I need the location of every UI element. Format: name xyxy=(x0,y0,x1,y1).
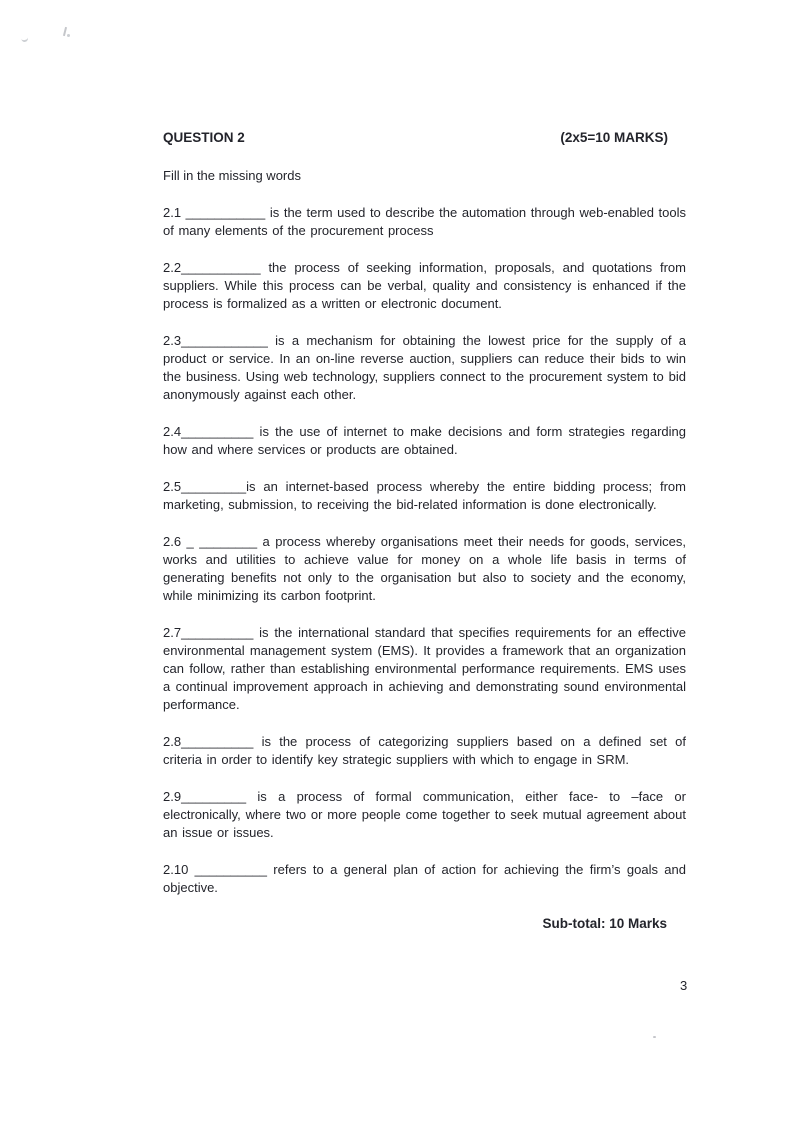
scan-artifact xyxy=(20,33,28,42)
question-2-6: 2.6 _ ________ a process whereby organisations meet their needs for goods, services, works and utilities to achieve value for money on a whole life basis in terms of generating benefits not only to the organisation but also to society and the economy, while minimizing its carbon footprint. xyxy=(163,534,686,603)
question-2-4: 2.4__________ is the use of internet to make decisions and form strategies regarding how and where services or products are obtained. xyxy=(163,424,686,457)
scan-artifact xyxy=(67,34,70,37)
question-2-9: 2.9_________ is a process of formal communication, either face- to –face or electronically, where two or more people come together to seek mutual agreement about an issue or issues. xyxy=(163,789,686,840)
question-title: QUESTION 2 xyxy=(163,130,245,145)
question-marks: (2x5=10 MARKS) xyxy=(560,130,668,145)
question-2-2: 2.2___________ the process of seeking information, proposals, and quotations from suppliers. While this process can be verbal, quality and consistency is enhanced if the process is formalized as a written or electronic document. xyxy=(163,260,686,311)
page-number: 3 xyxy=(680,978,688,993)
question-2-5: 2.5_________is an internet-based process whereby the entire bidding process; from marketing, submission, to receiving the bid-related information is done electronically. xyxy=(163,479,686,512)
question-2-7: 2.7__________ is the international standard that specifies requirements for an effective environmental management system (EMS). It provides a framework that an organization can follow, rather than establishing environmental performance requirements. EMS uses a continual improvement approach in achieving and demonstrating sound environmental performance. xyxy=(163,625,686,712)
subtotal-label: Sub-total: 10 Marks xyxy=(542,916,667,931)
question-2-8: 2.8__________ is the process of categorizing suppliers based on a defined set of criteria in order to identify key strategic suppliers with which to engage in SRM. xyxy=(163,734,686,767)
question-2-10: 2.10 __________ refers to a general plan of action for achieving the firm’s goals and objective. xyxy=(163,862,686,895)
instruction-text: Fill in the missing words xyxy=(163,168,301,183)
question-header xyxy=(163,129,686,147)
scan-artifact xyxy=(653,1036,656,1038)
question-section xyxy=(163,129,686,933)
question-2-1: 2.1 ___________ is the term used to describe the automation through web-enabled tools of many elements of the procurement process xyxy=(163,205,686,238)
question-2-3: 2.3____________ is a mechanism for obtaining the lowest price for the supply of a product or service. In an on-line reverse auction, suppliers can reduce their bids to win the business. Using web technology, suppliers connect to the procurement system to bid anonymously against each other. xyxy=(163,333,686,402)
scan-artifact xyxy=(63,27,67,36)
